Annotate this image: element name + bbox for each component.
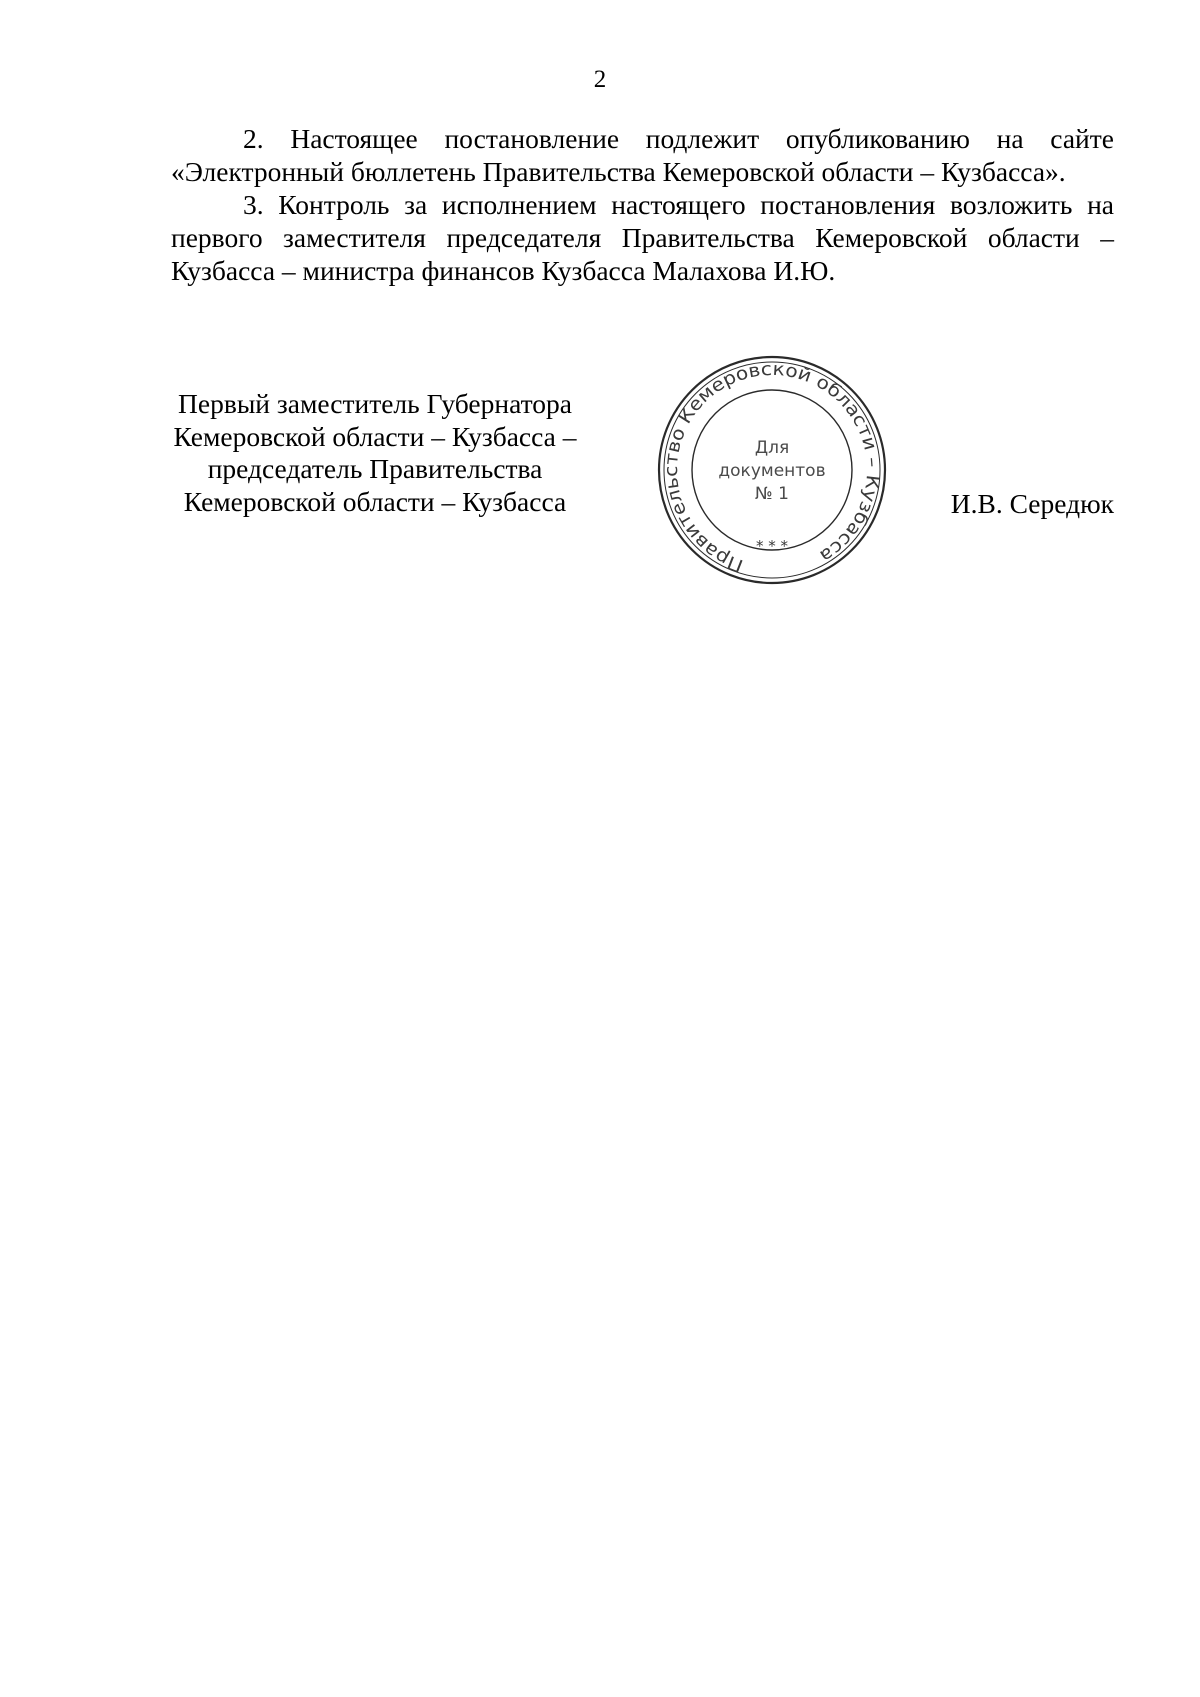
signer-position-line: Кемеровской области – Кузбасса – xyxy=(173,420,577,452)
signer-position-line: Кемеровской области – Кузбасса xyxy=(183,485,567,517)
signer-position xyxy=(150,388,600,518)
paragraph-publication: 2. Настоящее постановление подлежит опубликованию на сайте «Электронный бюллетень Правительства Кемеровской области – Кузбасса». xyxy=(171,123,1114,187)
page-number: 2 xyxy=(593,66,607,93)
document-body xyxy=(171,122,1114,287)
seal-ring-text: Правительство Кемеровской области – Кузбасса xyxy=(660,358,884,577)
signer-position-line: Первый заместитель Губернатора xyxy=(178,388,572,419)
official-seal-stamp xyxy=(656,352,888,588)
seal-center-line: № 1 xyxy=(755,484,789,504)
seal-center-line: Для xyxy=(754,438,790,458)
seal-stars: * * * xyxy=(755,537,789,555)
signer-position-line: председатель Правительства xyxy=(207,453,543,484)
seal-center-line: документов xyxy=(718,461,826,481)
signer-name: И.В. Середюк xyxy=(950,488,1114,519)
paragraph-control: 3. Контроль за исполнением настоящего постановления возложить на первого заместителя председателя Правительства Кемеровской области – Кузбасса – министра финансов Кузбасса Малахова И.Ю. xyxy=(171,189,1114,286)
